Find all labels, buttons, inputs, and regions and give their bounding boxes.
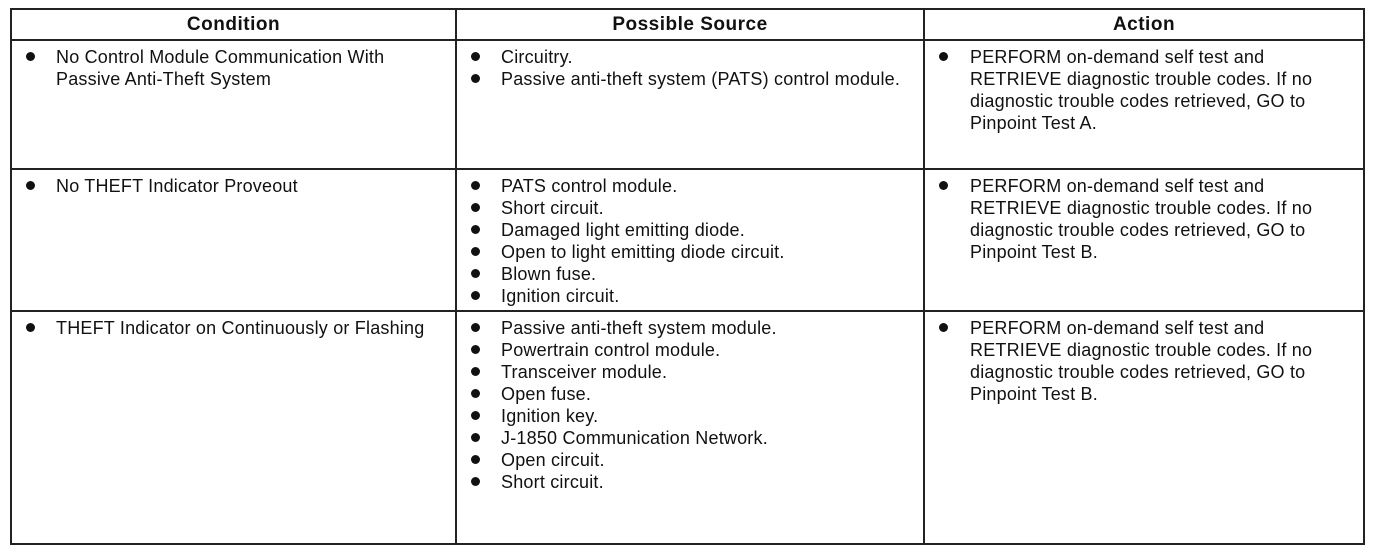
list-item-text: Blown fuse. bbox=[501, 264, 597, 284]
condition-cell bbox=[12, 40, 456, 169]
table-header-row bbox=[12, 10, 1363, 40]
list-item bbox=[465, 471, 915, 493]
action-list bbox=[933, 317, 1355, 405]
symptom-chart-table bbox=[12, 10, 1363, 543]
list-item-text: PATS control module. bbox=[501, 176, 678, 196]
list-item-text: No Control Module Communication With Passive Anti-Theft System bbox=[56, 47, 385, 89]
bullet-icon bbox=[471, 291, 480, 300]
list-item-text: Passive anti-theft system (PATS) control module. bbox=[501, 69, 901, 89]
list-item bbox=[20, 317, 447, 339]
bullet-icon bbox=[471, 225, 480, 234]
list-item-text: J-1850 Communication Network. bbox=[501, 428, 768, 448]
list-item-text: THEFT Indicator on Continuously or Flashing bbox=[56, 318, 425, 338]
list-item bbox=[465, 317, 915, 339]
bullet-icon bbox=[471, 477, 480, 486]
bullet-icon bbox=[939, 323, 948, 332]
list-item bbox=[933, 46, 1355, 134]
list-item bbox=[20, 175, 447, 197]
list-item-text: Open circuit. bbox=[501, 450, 605, 470]
bullet-icon bbox=[471, 367, 480, 376]
list-item bbox=[465, 175, 915, 197]
list-item-text: Short circuit. bbox=[501, 472, 604, 492]
condition-cell bbox=[12, 169, 456, 311]
diagnostic-table-frame bbox=[10, 8, 1365, 545]
table-row bbox=[12, 169, 1363, 311]
header-action: Action bbox=[924, 10, 1363, 40]
bullet-icon bbox=[471, 389, 480, 398]
list-item bbox=[465, 339, 915, 361]
list-item-text: Open fuse. bbox=[501, 384, 592, 404]
bullet-icon bbox=[471, 411, 480, 420]
list-item-text: Passive anti-theft system module. bbox=[501, 318, 777, 338]
action-list bbox=[933, 175, 1355, 263]
bullet-icon bbox=[939, 181, 948, 190]
list-item-text: PERFORM on-demand self test and RETRIEVE diagnostic trouble codes. If no diagnostic trouble codes retrieved, GO to Pinpoint Test B. bbox=[970, 318, 1313, 404]
action-cell bbox=[924, 311, 1363, 543]
bullet-icon bbox=[471, 74, 480, 83]
bullet-icon bbox=[471, 269, 480, 278]
list-item-text: Damaged light emitting diode. bbox=[501, 220, 745, 240]
bullet-icon bbox=[471, 433, 480, 442]
bullet-icon bbox=[471, 52, 480, 61]
bullet-icon bbox=[26, 323, 35, 332]
bullet-icon bbox=[471, 345, 480, 354]
bullet-icon bbox=[471, 247, 480, 256]
list-item bbox=[465, 241, 915, 263]
action-list bbox=[933, 46, 1355, 134]
possible-source-cell bbox=[456, 169, 924, 311]
list-item bbox=[465, 263, 915, 285]
table-row bbox=[12, 40, 1363, 169]
table-body bbox=[12, 40, 1363, 543]
possible-source-list bbox=[465, 317, 915, 493]
list-item bbox=[465, 383, 915, 405]
bullet-icon bbox=[471, 203, 480, 212]
list-item bbox=[933, 317, 1355, 405]
bullet-icon bbox=[26, 181, 35, 190]
list-item bbox=[465, 219, 915, 241]
list-item bbox=[465, 361, 915, 383]
bullet-icon bbox=[939, 52, 948, 61]
bullet-icon bbox=[471, 181, 480, 190]
list-item-text: PERFORM on-demand self test and RETRIEVE diagnostic trouble codes. If no diagnostic trouble codes retrieved, GO to Pinpoint Test B. bbox=[970, 176, 1313, 262]
list-item-text: Ignition circuit. bbox=[501, 286, 620, 306]
action-cell bbox=[924, 169, 1363, 311]
list-item bbox=[465, 405, 915, 427]
possible-source-cell bbox=[456, 311, 924, 543]
list-item bbox=[465, 46, 915, 68]
bullet-icon bbox=[471, 455, 480, 464]
condition-list bbox=[20, 175, 447, 197]
list-item-text: Transceiver module. bbox=[501, 362, 668, 382]
list-item bbox=[465, 285, 915, 307]
condition-list bbox=[20, 46, 447, 90]
possible-source-list bbox=[465, 175, 915, 307]
condition-list bbox=[20, 317, 447, 339]
possible-source-cell bbox=[456, 40, 924, 169]
possible-source-list bbox=[465, 46, 915, 90]
list-item-text: Ignition key. bbox=[501, 406, 599, 426]
list-item-text: Circuitry. bbox=[501, 47, 573, 67]
list-item-text: PERFORM on-demand self test and RETRIEVE diagnostic trouble codes. If no diagnostic trouble codes retrieved, GO to Pinpoint Test A. bbox=[970, 47, 1313, 133]
condition-cell bbox=[12, 311, 456, 543]
bullet-icon bbox=[26, 52, 35, 61]
list-item bbox=[465, 449, 915, 471]
list-item bbox=[465, 197, 915, 219]
header-possible-source: Possible Source bbox=[456, 10, 924, 40]
bullet-icon bbox=[471, 323, 480, 332]
list-item-text: Open to light emitting diode circuit. bbox=[501, 242, 785, 262]
table-row bbox=[12, 311, 1363, 543]
list-item bbox=[465, 68, 915, 90]
header-condition: Condition bbox=[12, 10, 456, 40]
list-item bbox=[465, 427, 915, 449]
list-item bbox=[20, 46, 447, 90]
list-item-text: Powertrain control module. bbox=[501, 340, 721, 360]
list-item-text: No THEFT Indicator Proveout bbox=[56, 176, 298, 196]
list-item bbox=[933, 175, 1355, 263]
action-cell bbox=[924, 40, 1363, 169]
list-item-text: Short circuit. bbox=[501, 198, 604, 218]
